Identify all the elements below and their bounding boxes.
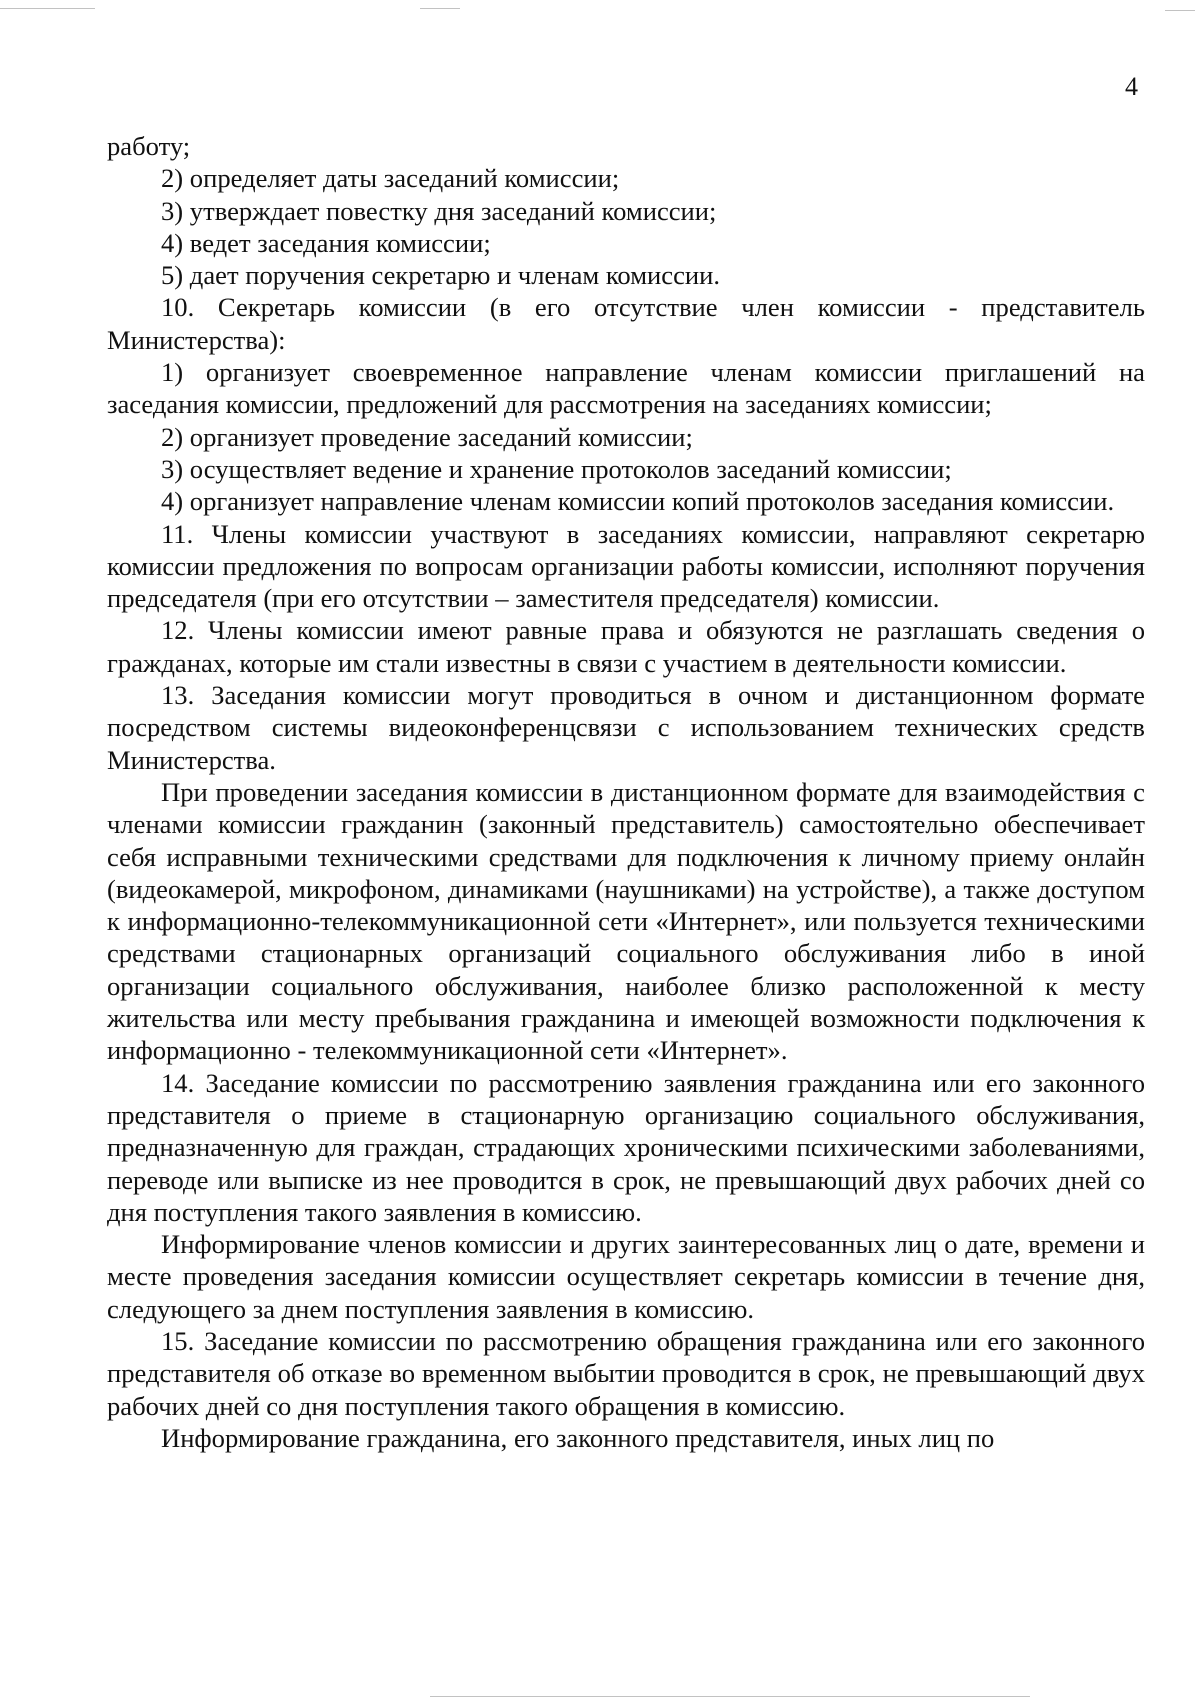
scan-edge-line: [430, 1696, 1030, 1697]
paragraph-section-10: 10. Секретарь комиссии (в его отсутствие член комиссии - представитель Министерства):: [107, 292, 1145, 355]
paragraph-section-11: 11. Члены комиссии участвуют в заседаниях комиссии, направляют секретарю комиссии предложения по вопросам организации работы комиссии, исполняют поручения председателя (при его отсутствии – заместителя председателя) комиссии.: [107, 518, 1145, 614]
paragraph-chair-item-5: 5) дает поручения секретарю и членам комиссии.: [161, 260, 721, 291]
paragraph-section-13: 13. Заседания комиссии могут проводиться в очном и дистанционном формате посредством системы видеоконференцсвязи с использованием технических средств Министерства.: [107, 680, 1145, 775]
document-body: [107, 130, 1145, 1454]
paragraph-chair-item-4: 4) ведет заседания комиссии;: [161, 227, 491, 258]
paragraph-remote-format: При проведении заседания комиссии в дистанционном формате для взаимодействия с членами комиссии гражданин (законный представитель) самостоятельно обеспечивает себя исправными техническими средствами для подключения к личному приему онлайн (видеокамерой, микрофоном, динамиками (наушниками) на устройстве), а также доступом к информационно-телекоммуникационной сети «Интернет», или пользуется техническими средствами стационарных организаций социального обслуживания либо в иной организации социального обслуживания, наиболее близко расположенной к месту жительства или месту пребывания гражданина и имеющей возможности подключения к информационно - телекоммуникационной сети «Интернет».: [107, 776, 1145, 1066]
paragraph-chair-item-3: 3) утверждает повестку дня заседаний комиссии;: [161, 195, 717, 226]
page-number: 4: [1125, 72, 1138, 101]
paragraph-notification-citizen: Информирование гражданина, его законного представителя, иных лиц по: [161, 1422, 995, 1453]
paragraph-secretary-item-2: 2) организует проведение заседаний комиссии;: [161, 421, 693, 452]
paragraph-secretary-item-3: 3) осуществляет ведение и хранение протоколов заседаний комиссии;: [161, 453, 952, 484]
scan-edge-line: [420, 8, 460, 9]
paragraph-notification-members: Информирование членов комиссии и других заинтересованных лиц о дате, времени и месте проведения заседания комиссии осуществляет секретарь комиссии в течение дня, следующего за днем поступления заявления в комиссию.: [107, 1229, 1145, 1324]
paragraph-section-15: 15. Заседание комиссии по рассмотрению обращения гражданина или его законного представителя об отказе во временном выбытии проводится в срок, не превышающий двух рабочих дней со дня поступления такого обращения в комиссию.: [107, 1325, 1145, 1421]
paragraph-continuation: работу;: [107, 131, 191, 161]
paragraph-section-12: 12. Члены комиссии имеют равные права и обязуются не разглашать сведения о гражданах, которые им стали известны в связи с участием в деятельности комиссии.: [107, 615, 1145, 678]
paragraph-chair-item-2: 2) определяет даты заседаний комиссии;: [161, 163, 620, 194]
scan-edge-line: [1165, 10, 1195, 11]
paragraph-secretary-item-4: 4) организует направление членам комиссии копий протоколов заседания комиссии.: [161, 486, 1115, 517]
paragraph-secretary-item-1: 1) организует своевременное направление членам комиссии приглашений на заседания комиссии, предложений для рассмотрения на заседаниях комиссии;: [107, 357, 1145, 420]
paragraph-section-14: 14. Заседание комиссии по рассмотрению заявления гражданина или его законного представителя о приеме в стационарную организацию социального обслуживания, предназначенную для граждан, страдающих хроническими психическими заболеваниями, переводе или выписке из нее проводится в срок, не превышающий двух рабочих дней со дня поступления такого заявления в комиссию.: [107, 1067, 1145, 1227]
scan-edge-line: [0, 8, 95, 9]
